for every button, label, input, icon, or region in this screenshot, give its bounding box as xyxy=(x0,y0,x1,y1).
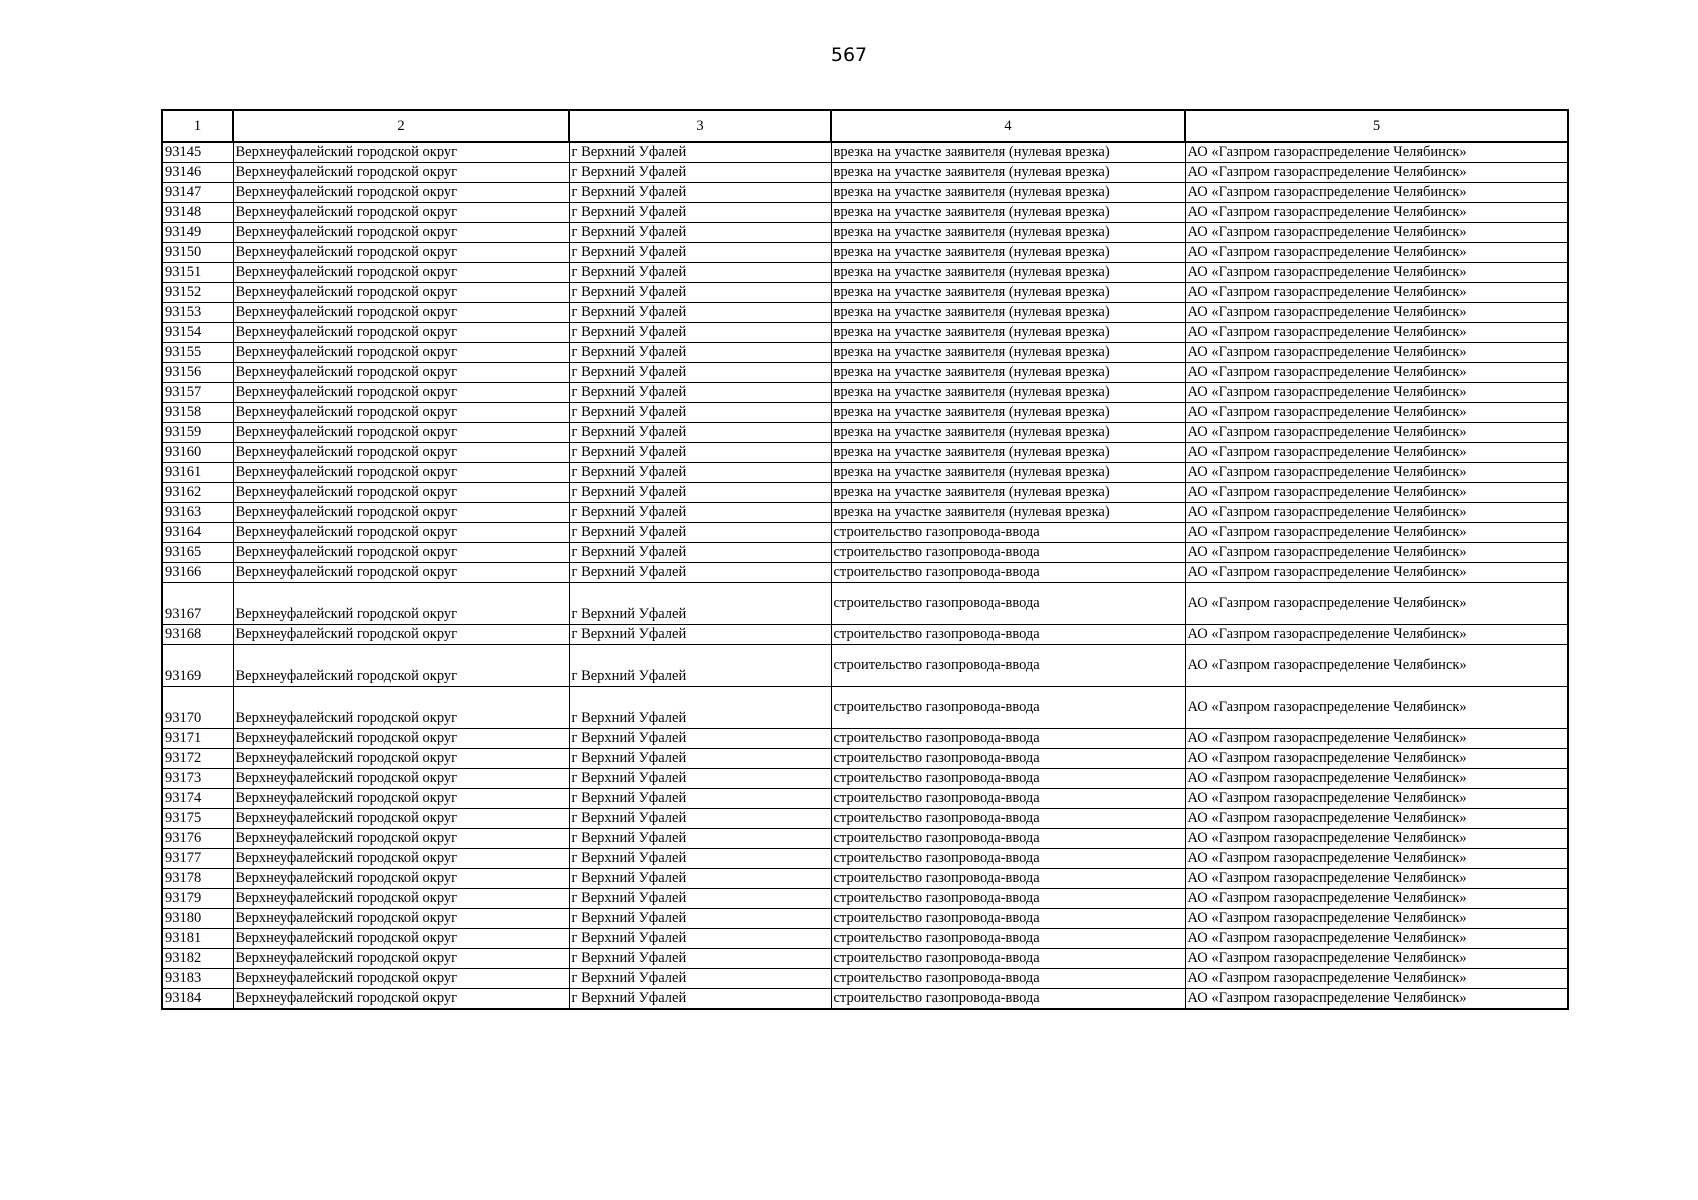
cell-work: врезка на участке заявителя (нулевая врезка) xyxy=(831,263,1185,283)
cell-organization: АО «Газпром газораспределение Челябинск» xyxy=(1185,243,1568,263)
cell-work: строительство газопровода-ввода xyxy=(831,789,1185,809)
cell-settlement: г Верхний Уфалей xyxy=(569,789,831,809)
cell-organization: АО «Газпром газораспределение Челябинск» xyxy=(1185,363,1568,383)
cell-work: врезка на участке заявителя (нулевая врезка) xyxy=(831,343,1185,363)
header-col-4: 4 xyxy=(831,110,1185,142)
cell-id: 93158 xyxy=(162,403,233,423)
cell-settlement: г Верхний Уфалей xyxy=(569,563,831,583)
cell-id: 93160 xyxy=(162,443,233,463)
table-row xyxy=(162,223,1568,243)
cell-work: врезка на участке заявителя (нулевая врезка) xyxy=(831,503,1185,523)
cell-district: Верхнеуфалейский городской округ xyxy=(233,243,569,263)
cell-settlement: г Верхний Уфалей xyxy=(569,889,831,909)
table-row xyxy=(162,789,1568,809)
cell-organization: АО «Газпром газораспределение Челябинск» xyxy=(1185,183,1568,203)
cell-work: строительство газопровода-ввода xyxy=(831,989,1185,1010)
table-row xyxy=(162,463,1568,483)
table-row xyxy=(162,543,1568,563)
cell-settlement: г Верхний Уфалей xyxy=(569,223,831,243)
cell-settlement: г Верхний Уфалей xyxy=(569,343,831,363)
cell-work: врезка на участке заявителя (нулевая врезка) xyxy=(831,283,1185,303)
cell-work: строительство газопровода-ввода xyxy=(831,809,1185,829)
cell-organization: АО «Газпром газораспределение Челябинск» xyxy=(1185,323,1568,343)
cell-id: 93179 xyxy=(162,889,233,909)
cell-settlement: г Верхний Уфалей xyxy=(569,969,831,989)
cell-settlement: г Верхний Уфалей xyxy=(569,403,831,423)
cell-id: 93173 xyxy=(162,769,233,789)
cell-work: врезка на участке заявителя (нулевая врезка) xyxy=(831,142,1185,163)
cell-work: строительство газопровода-ввода xyxy=(831,645,1185,687)
table-row xyxy=(162,889,1568,909)
cell-district: Верхнеуфалейский городской округ xyxy=(233,969,569,989)
cell-settlement: г Верхний Уфалей xyxy=(569,625,831,645)
cell-settlement: г Верхний Уфалей xyxy=(569,949,831,969)
cell-id: 93149 xyxy=(162,223,233,243)
cell-work: врезка на участке заявителя (нулевая врезка) xyxy=(831,243,1185,263)
cell-settlement: г Верхний Уфалей xyxy=(569,687,831,729)
cell-district: Верхнеуфалейский городской округ xyxy=(233,583,569,625)
cell-organization: АО «Газпром газораспределение Челябинск» xyxy=(1185,729,1568,749)
cell-work: врезка на участке заявителя (нулевая врезка) xyxy=(831,463,1185,483)
cell-settlement: г Верхний Уфалей xyxy=(569,303,831,323)
cell-id: 93177 xyxy=(162,849,233,869)
cell-organization: АО «Газпром газораспределение Челябинск» xyxy=(1185,583,1568,625)
cell-district: Верхнеуфалейский городской округ xyxy=(233,303,569,323)
cell-settlement: г Верхний Уфалей xyxy=(569,423,831,443)
table-row xyxy=(162,263,1568,283)
cell-organization: АО «Газпром газораспределение Челябинск» xyxy=(1185,749,1568,769)
cell-id: 93170 xyxy=(162,687,233,729)
cell-settlement: г Верхний Уфалей xyxy=(569,443,831,463)
cell-organization: АО «Газпром газораспределение Челябинск» xyxy=(1185,443,1568,463)
cell-work: врезка на участке заявителя (нулевая врезка) xyxy=(831,183,1185,203)
table-row xyxy=(162,829,1568,849)
cell-district: Верхнеуфалейский городской округ xyxy=(233,263,569,283)
cell-organization: АО «Газпром газораспределение Челябинск» xyxy=(1185,929,1568,949)
table-row xyxy=(162,687,1568,729)
cell-district: Верхнеуфалейский городской округ xyxy=(233,223,569,243)
cell-work: врезка на участке заявителя (нулевая врезка) xyxy=(831,223,1185,243)
cell-id: 93176 xyxy=(162,829,233,849)
cell-settlement: г Верхний Уфалей xyxy=(569,929,831,949)
table-row xyxy=(162,283,1568,303)
cell-settlement: г Верхний Уфалей xyxy=(569,989,831,1010)
cell-district: Верхнеуфалейский городской округ xyxy=(233,749,569,769)
cell-district: Верхнеуфалейский городской округ xyxy=(233,183,569,203)
cell-district: Верхнеуфалейский городской округ xyxy=(233,769,569,789)
table-row xyxy=(162,645,1568,687)
table-row xyxy=(162,383,1568,403)
cell-settlement: г Верхний Уфалей xyxy=(569,849,831,869)
cell-organization: АО «Газпром газораспределение Челябинск» xyxy=(1185,423,1568,443)
cell-district: Верхнеуфалейский городской округ xyxy=(233,543,569,563)
cell-id: 93148 xyxy=(162,203,233,223)
cell-settlement: г Верхний Уфалей xyxy=(569,323,831,343)
cell-settlement: г Верхний Уфалей xyxy=(569,729,831,749)
cell-organization: АО «Газпром газораспределение Челябинск» xyxy=(1185,463,1568,483)
cell-work: строительство газопровода-ввода xyxy=(831,969,1185,989)
cell-settlement: г Верхний Уфалей xyxy=(569,769,831,789)
cell-id: 93180 xyxy=(162,909,233,929)
cell-district: Верхнеуфалейский городской округ xyxy=(233,403,569,423)
cell-work: строительство газопровода-ввода xyxy=(831,769,1185,789)
cell-work: строительство газопровода-ввода xyxy=(831,849,1185,869)
cell-district: Верхнеуфалейский городской округ xyxy=(233,483,569,503)
cell-work: строительство газопровода-ввода xyxy=(831,563,1185,583)
cell-id: 93172 xyxy=(162,749,233,769)
cell-district: Верхнеуфалейский городской округ xyxy=(233,889,569,909)
cell-district: Верхнеуфалейский городской округ xyxy=(233,989,569,1010)
cell-id: 93167 xyxy=(162,583,233,625)
table-row xyxy=(162,869,1568,889)
table-row xyxy=(162,323,1568,343)
cell-id: 93162 xyxy=(162,483,233,503)
table-row xyxy=(162,949,1568,969)
cell-work: врезка на участке заявителя (нулевая врезка) xyxy=(831,203,1185,223)
cell-id: 93154 xyxy=(162,323,233,343)
table-row xyxy=(162,243,1568,263)
cell-organization: АО «Газпром газораспределение Челябинск» xyxy=(1185,403,1568,423)
cell-settlement: г Верхний Уфалей xyxy=(569,363,831,383)
cell-id: 93169 xyxy=(162,645,233,687)
cell-settlement: г Верхний Уфалей xyxy=(569,543,831,563)
cell-organization: АО «Газпром газораспределение Челябинск» xyxy=(1185,969,1568,989)
cell-work: строительство газопровода-ввода xyxy=(831,889,1185,909)
table-row xyxy=(162,989,1568,1010)
cell-organization: АО «Газпром газораспределение Челябинск» xyxy=(1185,383,1568,403)
cell-id: 93178 xyxy=(162,869,233,889)
table-row xyxy=(162,563,1568,583)
cell-id: 93150 xyxy=(162,243,233,263)
cell-work: врезка на участке заявителя (нулевая врезка) xyxy=(831,423,1185,443)
table-row xyxy=(162,203,1568,223)
table-row xyxy=(162,749,1568,769)
cell-district: Верхнеуфалейский городской округ xyxy=(233,563,569,583)
cell-id: 93157 xyxy=(162,383,233,403)
cell-id: 93166 xyxy=(162,563,233,583)
cell-district: Верхнеуфалейский городской округ xyxy=(233,463,569,483)
cell-organization: АО «Газпром газораспределение Челябинск» xyxy=(1185,769,1568,789)
cell-work: строительство газопровода-ввода xyxy=(831,583,1185,625)
header-col-3: 3 xyxy=(569,110,831,142)
cell-work: врезка на участке заявителя (нулевая врезка) xyxy=(831,163,1185,183)
cell-settlement: г Верхний Уфалей xyxy=(569,263,831,283)
cell-district: Верхнеуфалейский городской округ xyxy=(233,849,569,869)
cell-id: 93171 xyxy=(162,729,233,749)
cell-organization: АО «Газпром газораспределение Челябинск» xyxy=(1185,523,1568,543)
table-row xyxy=(162,523,1568,543)
cell-id: 93181 xyxy=(162,929,233,949)
cell-organization: АО «Газпром газораспределение Челябинск» xyxy=(1185,203,1568,223)
cell-work: строительство газопровода-ввода xyxy=(831,749,1185,769)
header-col-5: 5 xyxy=(1185,110,1568,142)
table-row xyxy=(162,583,1568,625)
cell-district: Верхнеуфалейский городской округ xyxy=(233,829,569,849)
cell-organization: АО «Газпром газораспределение Челябинск» xyxy=(1185,283,1568,303)
cell-organization: АО «Газпром газораспределение Челябинск» xyxy=(1185,223,1568,243)
cell-id: 93164 xyxy=(162,523,233,543)
table-row xyxy=(162,625,1568,645)
cell-district: Верхнеуфалейский городской округ xyxy=(233,203,569,223)
cell-settlement: г Верхний Уфалей xyxy=(569,869,831,889)
cell-district: Верхнеуфалейский городской округ xyxy=(233,929,569,949)
cell-work: врезка на участке заявителя (нулевая врезка) xyxy=(831,323,1185,343)
cell-id: 93159 xyxy=(162,423,233,443)
cell-id: 93168 xyxy=(162,625,233,645)
cell-id: 93182 xyxy=(162,949,233,969)
table-row xyxy=(162,929,1568,949)
cell-organization: АО «Газпром газораспределение Челябинск» xyxy=(1185,483,1568,503)
table-row xyxy=(162,163,1568,183)
cell-organization: АО «Газпром газораспределение Челябинск» xyxy=(1185,949,1568,969)
cell-district: Верхнеуфалейский городской округ xyxy=(233,625,569,645)
cell-settlement: г Верхний Уфалей xyxy=(569,463,831,483)
cell-id: 93174 xyxy=(162,789,233,809)
cell-id: 93147 xyxy=(162,183,233,203)
cell-work: врезка на участке заявителя (нулевая врезка) xyxy=(831,403,1185,423)
cell-work: строительство газопровода-ввода xyxy=(831,829,1185,849)
cell-organization: АО «Газпром газораспределение Челябинск» xyxy=(1185,849,1568,869)
cell-work: врезка на участке заявителя (нулевая врезка) xyxy=(831,443,1185,463)
cell-settlement: г Верхний Уфалей xyxy=(569,645,831,687)
table-row xyxy=(162,443,1568,463)
cell-work: строительство газопровода-ввода xyxy=(831,625,1185,645)
table-body xyxy=(162,142,1568,1009)
cell-district: Верхнеуфалейский городской округ xyxy=(233,423,569,443)
cell-district: Верхнеуфалейский городской округ xyxy=(233,869,569,889)
table-row xyxy=(162,969,1568,989)
table-row xyxy=(162,909,1568,929)
cell-district: Верхнеуфалейский городской округ xyxy=(233,383,569,403)
cell-id: 93161 xyxy=(162,463,233,483)
cell-organization: АО «Газпром газораспределение Челябинск» xyxy=(1185,263,1568,283)
cell-settlement: г Верхний Уфалей xyxy=(569,163,831,183)
cell-id: 93165 xyxy=(162,543,233,563)
cell-settlement: г Верхний Уфалей xyxy=(569,483,831,503)
table-row xyxy=(162,769,1568,789)
cell-district: Верхнеуфалейский городской округ xyxy=(233,363,569,383)
cell-settlement: г Верхний Уфалей xyxy=(569,503,831,523)
table-row xyxy=(162,343,1568,363)
cell-district: Верхнеуфалейский городской округ xyxy=(233,729,569,749)
table-row xyxy=(162,729,1568,749)
cell-settlement: г Верхний Уфалей xyxy=(569,283,831,303)
cell-settlement: г Верхний Уфалей xyxy=(569,142,831,163)
cell-id: 93156 xyxy=(162,363,233,383)
cell-organization: АО «Газпром газораспределение Челябинск» xyxy=(1185,909,1568,929)
cell-work: строительство газопровода-ввода xyxy=(831,909,1185,929)
cell-work: врезка на участке заявителя (нулевая врезка) xyxy=(831,303,1185,323)
table-row xyxy=(162,183,1568,203)
cell-work: врезка на участке заявителя (нулевая врезка) xyxy=(831,483,1185,503)
cell-settlement: г Верхний Уфалей xyxy=(569,383,831,403)
cell-settlement: г Верхний Уфалей xyxy=(569,523,831,543)
table-row xyxy=(162,142,1568,163)
table-row xyxy=(162,423,1568,443)
cell-work: строительство газопровода-ввода xyxy=(831,729,1185,749)
cell-work: строительство газопровода-ввода xyxy=(831,687,1185,729)
cell-organization: АО «Газпром газораспределение Челябинск» xyxy=(1185,869,1568,889)
cell-district: Верхнеуфалейский городской округ xyxy=(233,949,569,969)
cell-district: Верхнеуфалейский городской округ xyxy=(233,645,569,687)
cell-id: 93152 xyxy=(162,283,233,303)
cell-district: Верхнеуфалейский городской округ xyxy=(233,809,569,829)
cell-district: Верхнеуфалейский городской округ xyxy=(233,789,569,809)
table-row xyxy=(162,849,1568,869)
cell-id: 93184 xyxy=(162,989,233,1010)
cell-id: 93183 xyxy=(162,969,233,989)
cell-work: строительство газопровода-ввода xyxy=(831,949,1185,969)
cell-id: 93153 xyxy=(162,303,233,323)
header-row xyxy=(162,110,1568,142)
table-row xyxy=(162,403,1568,423)
cell-organization: АО «Газпром газораспределение Челябинск» xyxy=(1185,503,1568,523)
header-col-2: 2 xyxy=(233,110,569,142)
table-row xyxy=(162,503,1568,523)
cell-organization: АО «Газпром газораспределение Челябинск» xyxy=(1185,142,1568,163)
cell-id: 93155 xyxy=(162,343,233,363)
table-row xyxy=(162,809,1568,829)
cell-settlement: г Верхний Уфалей xyxy=(569,243,831,263)
cell-work: строительство газопровода-ввода xyxy=(831,523,1185,543)
cell-district: Верхнеуфалейский городской округ xyxy=(233,323,569,343)
cell-organization: АО «Газпром газораспределение Челябинск» xyxy=(1185,625,1568,645)
cell-organization: АО «Газпром газораспределение Челябинск» xyxy=(1185,789,1568,809)
cell-id: 93163 xyxy=(162,503,233,523)
cell-id: 93175 xyxy=(162,809,233,829)
cell-organization: АО «Газпром газораспределение Челябинск» xyxy=(1185,809,1568,829)
cell-organization: АО «Газпром газораспределение Челябинск» xyxy=(1185,563,1568,583)
cell-organization: АО «Газпром газораспределение Челябинск» xyxy=(1185,687,1568,729)
cell-work: строительство газопровода-ввода xyxy=(831,929,1185,949)
cell-work: строительство газопровода-ввода xyxy=(831,869,1185,889)
cell-district: Верхнеуфалейский городской округ xyxy=(233,142,569,163)
cell-organization: АО «Газпром газораспределение Челябинск» xyxy=(1185,645,1568,687)
registry-table xyxy=(161,109,1569,1010)
cell-settlement: г Верхний Уфалей xyxy=(569,809,831,829)
cell-work: врезка на участке заявителя (нулевая врезка) xyxy=(831,383,1185,403)
table-row xyxy=(162,363,1568,383)
page-number: 567 xyxy=(830,44,868,66)
cell-organization: АО «Газпром газораспределение Челябинск» xyxy=(1185,889,1568,909)
cell-settlement: г Верхний Уфалей xyxy=(569,749,831,769)
table-header xyxy=(162,110,1568,142)
cell-district: Верхнеуфалейский городской округ xyxy=(233,687,569,729)
cell-settlement: г Верхний Уфалей xyxy=(569,909,831,929)
cell-organization: АО «Газпром газораспределение Челябинск» xyxy=(1185,163,1568,183)
cell-id: 93145 xyxy=(162,142,233,163)
cell-district: Верхнеуфалейский городской округ xyxy=(233,909,569,929)
cell-id: 93146 xyxy=(162,163,233,183)
cell-settlement: г Верхний Уфалей xyxy=(569,183,831,203)
cell-work: врезка на участке заявителя (нулевая врезка) xyxy=(831,363,1185,383)
cell-district: Верхнеуфалейский городской округ xyxy=(233,343,569,363)
header-col-1: 1 xyxy=(162,110,233,142)
table-row xyxy=(162,303,1568,323)
table-row xyxy=(162,483,1568,503)
cell-id: 93151 xyxy=(162,263,233,283)
cell-district: Верхнеуфалейский городской округ xyxy=(233,503,569,523)
cell-organization: АО «Газпром газораспределение Челябинск» xyxy=(1185,303,1568,323)
cell-district: Верхнеуфалейский городской округ xyxy=(233,443,569,463)
cell-settlement: г Верхний Уфалей xyxy=(569,583,831,625)
cell-settlement: г Верхний Уфалей xyxy=(569,203,831,223)
cell-district: Верхнеуфалейский городской округ xyxy=(233,163,569,183)
cell-organization: АО «Газпром газораспределение Челябинск» xyxy=(1185,989,1568,1010)
cell-district: Верхнеуфалейский городской округ xyxy=(233,283,569,303)
cell-organization: АО «Газпром газораспределение Челябинск» xyxy=(1185,543,1568,563)
cell-organization: АО «Газпром газораспределение Челябинск» xyxy=(1185,829,1568,849)
cell-work: строительство газопровода-ввода xyxy=(831,543,1185,563)
cell-settlement: г Верхний Уфалей xyxy=(569,829,831,849)
cell-district: Верхнеуфалейский городской округ xyxy=(233,523,569,543)
cell-organization: АО «Газпром газораспределение Челябинск» xyxy=(1185,343,1568,363)
